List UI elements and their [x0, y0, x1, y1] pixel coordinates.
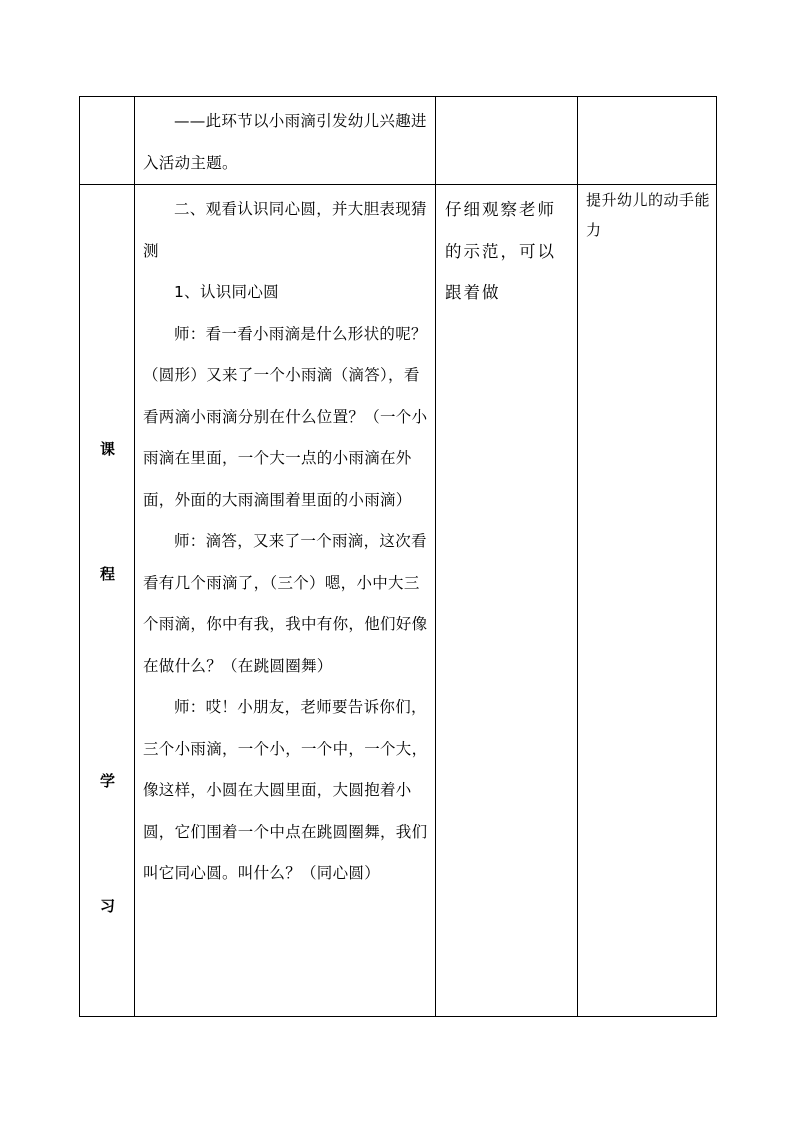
design-intent-cell — [578, 185, 717, 1017]
stage-label-char: 课 — [99, 440, 115, 458]
process-paragraph: 师：看一看小雨滴是什么形状的呢？（圆形）又来了一个小雨滴（滴答），看看两滴小雨滴分别在什么位置？（一个小雨滴在里面，一个大一点的小雨滴在外面，外面的大雨滴围着里面的小雨滴） — [143, 324, 428, 509]
process-cell — [135, 185, 436, 1017]
process-paragraph: ——此环节以小雨滴引发幼儿兴趣进入活动主题。 — [143, 112, 427, 172]
process-cell — [135, 97, 436, 185]
table-row — [80, 185, 717, 1017]
stage-label-char: 程 — [99, 565, 115, 583]
stage-label-char: 学 — [99, 772, 115, 790]
process-paragraph: 师：哎！小朋友，老师要告诉你们，三个小雨滴，一个小，一个中，一个大，像这样，小圆在大圆里面，大圆抱着小圆，它们围着一个中点在跳圆圈舞，我们叫它同心圆。叫什么？（同心圆） — [143, 698, 428, 882]
design-intent-cell-empty — [578, 97, 717, 185]
stage-cell-empty — [80, 97, 135, 185]
process-subheading: 1、认识同心圆 — [174, 283, 279, 301]
process-paragraph: 师：滴答，又来了一个雨滴，这次看看有几个雨滴了，（三个）嗯，小中大三个雨滴，你中有我，我中有你，他们好像在做什么？（在跳圆圈舞） — [143, 532, 428, 675]
stage-cell — [80, 185, 135, 1017]
student-activity-text: 仔细观察老师的示范，可以跟着做 — [445, 200, 556, 302]
table-row — [80, 97, 717, 185]
student-activity-cell — [436, 185, 578, 1017]
student-activity-cell-empty — [436, 97, 578, 185]
stage-label-char: 习 — [99, 897, 115, 915]
lesson-plan-table — [79, 96, 717, 1017]
process-heading: 二、观看认识同心圆，并大胆表现猜测 — [143, 200, 427, 260]
design-intent-text: 提升幼儿的动手能力 — [586, 191, 711, 239]
